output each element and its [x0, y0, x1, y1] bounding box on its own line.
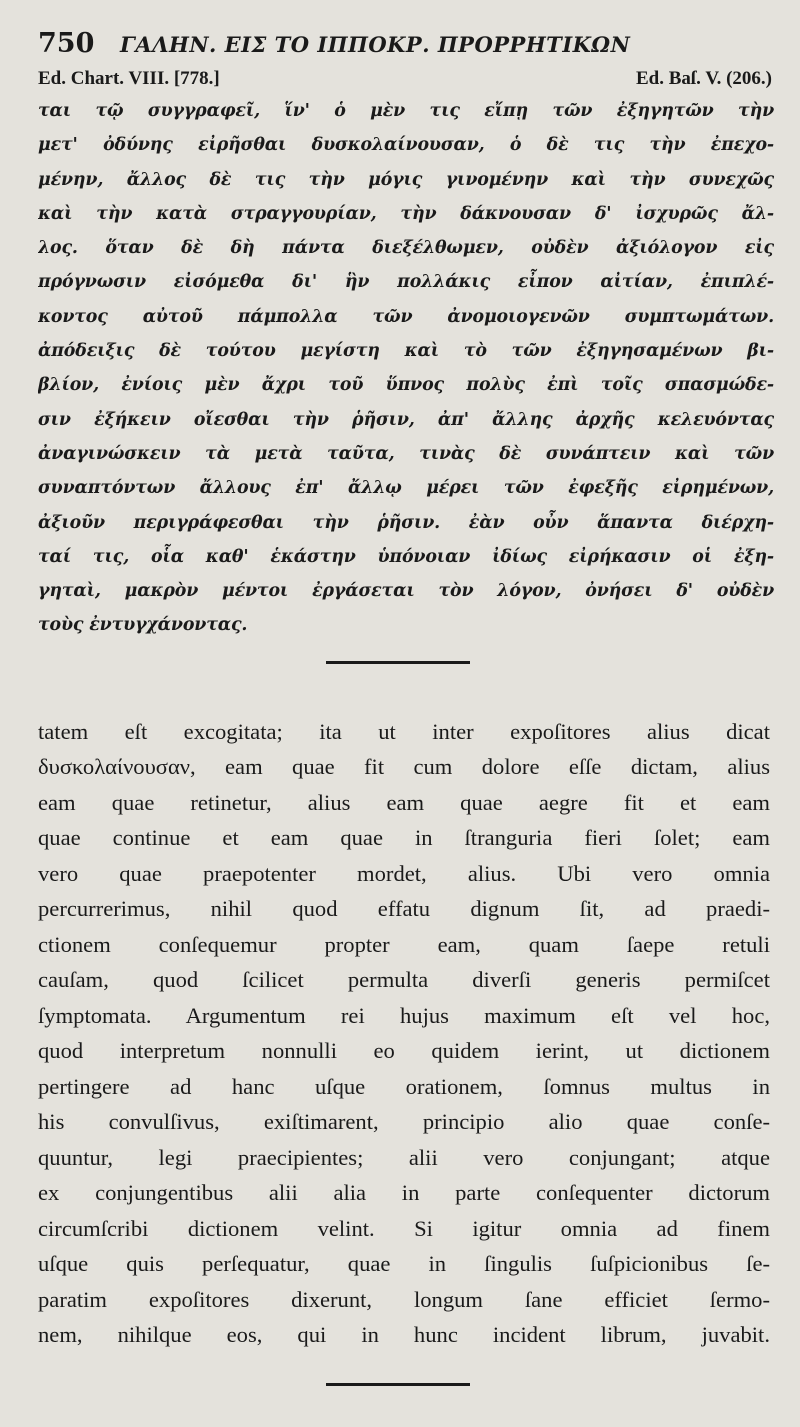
greek-text-line: γηταὶ, μακρὸν μέντοι ἐργάσεται τὸν λόγον, ὀνήσει δ' οὐδὲν — [38, 581, 774, 602]
latin-text-line: δυσκολαίνουσαν, eam quae fit cum dolore eſſe dictam, alius — [38, 754, 770, 780]
latin-text-line: paratim expoſitores dixerunt, longum ſane efficiet ſermo- — [38, 1286, 770, 1312]
greek-text-line: ται τῷ συγγραφεῖ, ἵν' ὁ μὲν τις εἴπῃ τῶν ἐξηγητῶν τὴν — [38, 101, 774, 121]
greek-text-line: τοὺς ἐντυγχάνοντας. — [38, 615, 248, 636]
latin-text-line: ſymptomata. Argumentum rei hujus maximum eſt vel hoc, — [38, 1002, 770, 1028]
greek-text-line: κοντος αὐτοῦ πάμπολλα τῶν ἀνομοιογενῶν συμπτωμάτων. — [38, 306, 774, 327]
latin-text-line: tatem eſt excogitata; ita ut inter expoſitores alius dicat — [38, 718, 770, 744]
latin-text-line: pertingere ad hanc uſque orationem, ſomnus multus in — [38, 1073, 770, 1099]
running-head — [38, 28, 774, 68]
section-rule — [326, 661, 470, 664]
latin-text-line: quuntur, legi praecipientes; alii vero conjungant; atque — [38, 1144, 770, 1170]
edition-chartier: Ed. Chart. VIII. [778.] — [38, 68, 220, 89]
latin-text-line: nem, nihilque eos, qui in hunc incident librum, juvabit. — [38, 1322, 770, 1348]
latin-text-line: uſque quis perſequatur, quae in ſingulis ſuſpicionibus ſe- — [38, 1251, 770, 1277]
greek-text-line: ταί τις, οἷα καθ' ἑκάστην ὑπόνοιαν ἰδίως εἰρήκασιν οἱ ἐξη- — [38, 546, 774, 567]
page-number: 750 — [38, 28, 95, 59]
greek-text-line: ἀξιοῦν περιγράφεσθαι τὴν ῥῆσιν. ἐὰν οὖν ἅπαντα διέρχη- — [38, 512, 774, 533]
greek-text-line: ἀναγινώσκειν τὰ μετὰ ταῦτα, τινὰς δὲ συνάπτειν καὶ τῶν — [38, 443, 774, 464]
greek-text-line: σιν ἐξήκειν οἴεσθαι τὴν ῥῆσιν, ἀπ' ἄλλης ἀρχῆς κελευόντας — [38, 409, 774, 430]
greek-text-line: μένην, ἄλλος δὲ τις τὴν μόγις γινομένην καὶ τὴν συνεχῶς — [38, 169, 774, 190]
latin-text-line: ex conjungentibus alii alia in parte conſequenter dictorum — [38, 1180, 770, 1206]
greek-text-line: καὶ τὴν κατὰ στραγγουρίαν, τὴν δάκνουσαν δ' ἰσχυρῶς ἄλ- — [38, 203, 774, 224]
latin-text-line: percurrerimus, nihil quod effatu dignum ſit, ad praedi- — [38, 896, 770, 922]
greek-text-line: ἀπόδειξις δὲ τούτου μεγίστη καὶ τὸ τῶν ἐξηγησαμένων βι- — [38, 341, 774, 362]
latin-text-line: cauſam, quod ſcilicet permulta diverſi generis permiſcet — [38, 967, 770, 993]
latin-text-line: vero quae praepotenter mordet, alius. Ubi vero omnia — [38, 860, 770, 886]
latin-text-line: ctionem conſequemur propter eam, quam ſaepe retuli — [38, 931, 770, 957]
latin-text-line: his convulſivus, exiſtimarent, principio alio quae conſe- — [38, 1109, 770, 1135]
greek-text-block — [38, 94, 774, 643]
greek-text-line: βλίον, ἐνίοις μὲν ἄχρι τοῦ ὕπνος πολὺς ἐπὶ τοῖς σπασμώδε- — [38, 375, 774, 396]
greek-text-line: λος. ὅταν δὲ δὴ πάντα διεξέλθωμεν, οὐδὲν ἀξιόλογον εἰς — [38, 238, 774, 259]
greek-text-line: πρόγνωσιν εἰσόμεθα δι' ἣν πολλάκις εἶπον αἰτίαν, ἐπιπλέ- — [38, 272, 774, 293]
latin-text-line: circumſcribi dictionem velint. Si igitur omnia ad finem — [38, 1215, 770, 1241]
edition-basel: Ed. Baſ. V. (206.) — [635, 68, 772, 89]
latin-text-block — [38, 714, 774, 1353]
greek-text-line: μετ' ὀδύνης εἰρῆσθαι δυσκολαίνουσαν, ὁ δὲ τις τὴν ἐπεχο- — [38, 135, 774, 156]
latin-text-line: eam quae retinetur, alius eam quae aegre fit et eam — [38, 789, 770, 815]
running-title: ΓΑΛΗΝ. ΕΙΣ ΤΟ ΙΠΠΟΚΡ. ΠΡΟΡΡΗΤΙΚΩΝ — [120, 32, 631, 57]
edition-line — [38, 68, 774, 94]
section-rule — [326, 1383, 470, 1386]
latin-text-line: quae continue et eam quae in ſtranguria fieri ſolet; eam — [38, 825, 770, 851]
greek-text-line: συναπτόντων ἄλλους ἐπ' ἄλλῳ μέρει τῶν ἐφεξῆς εἰρημένων, — [38, 478, 774, 499]
latin-text-line: quod interpretum nonnulli eo quidem ierint, ut dictionem — [38, 1038, 770, 1064]
